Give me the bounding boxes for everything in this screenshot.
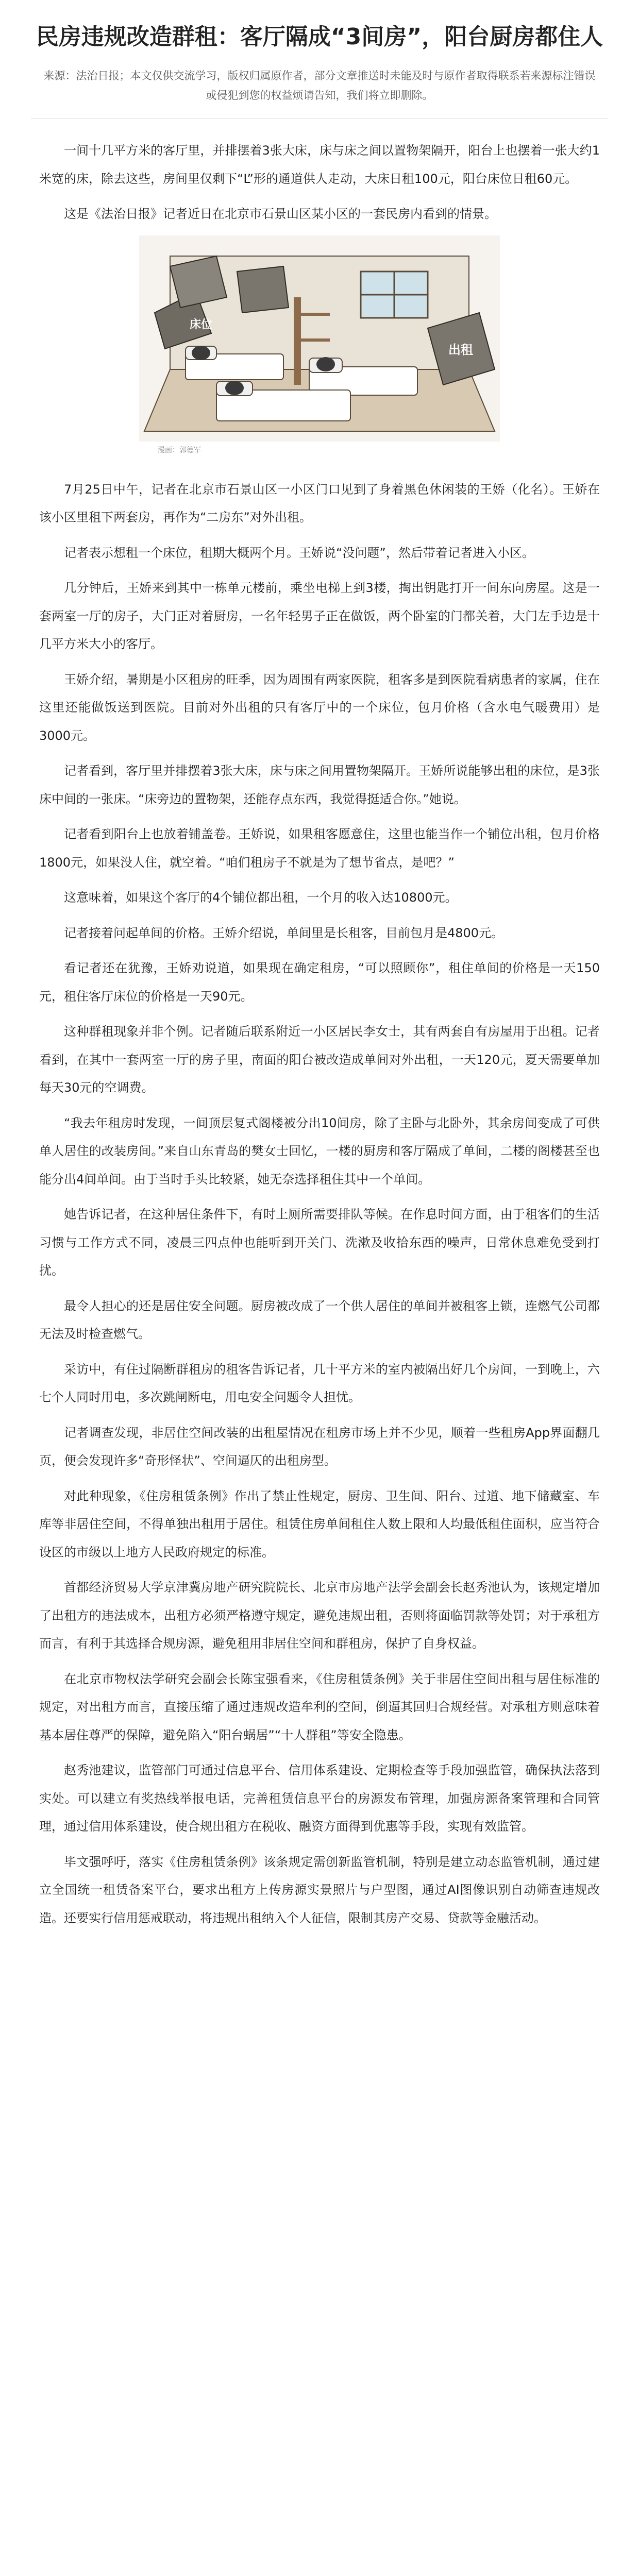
paragraph-11: 看记者还在犹豫，王娇劝说道，如果现在确定租房，“可以照顾你”，租住单间的价格是一天150元，租住客厅床位的价格是一天90元。 — [39, 961, 600, 1004]
cartoon-label-rent: 出租 — [448, 342, 473, 357]
paragraph-22: 毕文强呼吁，落实《住房租赁条例》该条规定需创新监管机制，特别是建立动态监管机制，通过建立全国统一租赁备案平台，要求出租方上传房源实景照片与户型图，通过AI图像识别自动筛查违规改造。还要实行信用惩戒联动，将违规出租纳入个人征信，限制其房产交易、贷款等金融活动。 — [39, 1854, 600, 1925]
paragraph-8: 记者看到阳台上也放着铺盖卷。王娇说，如果租客愿意住，这里也能当作一个铺位出租，包月价格1800元，如果没人住，就空着。“咱们租房子不就是为了想节省点，是吧？” — [39, 827, 600, 870]
figure-caption: 漫画：郭德军 — [158, 446, 201, 454]
paragraph-2: 这是《法治日报》记者近日在北京市石景山区某小区的一套民房内看到的情景。 — [64, 207, 497, 221]
article-title: 民房违规改造群租：客厅隔成“3间房”，阳台厨房都住人 — [36, 24, 603, 50]
paragraph-3: 7月25日中午，记者在北京市石景山区一小区门口见到了身着黑色休闲装的王娇（化名）。王娇在该小区里租下两套房，再作为“二房东”对外出租。 — [39, 482, 600, 524]
paragraph-14: 她告诉记者，在这种居住条件下，有时上厕所需要排队等候。在作息时间方面，由于租客们的生活习惯与工作方式不同，凌晨三四点仲也能听到开关门、洗漱及收拾东西的噪声，日常休息难免受到打扰。 — [39, 1207, 600, 1278]
paragraph-18: 对此种现象，《住房租赁条例》作出了禁止性规定，厨房、卫生间、阳台、过道、地下储藏室、车库等非居住空间，不得单独出租用于居住。租赁住房单间租住人数上限和人均最低租住面积，应当符合设区的市级以上地方人民政府规定的标准。 — [39, 1488, 600, 1560]
paragraph-5: 几分钟后，王娇来到其中一栋单元楼前，乘坐电梯上到3楼，掏出钥匙打开一间东向房屋。这是一套两室一厅的房子，大门正对着厨房，一名年轻男子正在做饭，两个卧室的门都关着，大门左手边是十几平方米大小的客厅。 — [39, 581, 600, 651]
paragraph-19: 首都经济贸易大学京津冀房地产研究院院长、北京市房地产法学会副会长赵秀池认为，该规定增加了出租方的违法成本，出租方必须严格遵守规定，避免违规出租，否则将面临罚款等处罚；对于承租方而言，有利于其选择合规房源，避免租用非居住空间和群租房，保护了自身权益。 — [39, 1580, 600, 1651]
paragraph-17: 记者调查发现，非居住空间改装的出租屋情况在租房市场上并不少见，顺着一些租房App界面翻几页，便会发现许多“奇形怪状”、空间逼仄的出租房型。 — [39, 1425, 600, 1468]
paragraph-20: 在北京市物权法学研究会副会长陈宝强看来，《住房租赁条例》关于非居住空间出租与居住标准的规定，对出租方而言，直接压缩了通过违规改造牟利的空间，倒逼其回归合规经营。对承租方则意味着基本居住尊严的保障，避免陷入“阳台蜗居”“十人群租”等安全隐患。 — [39, 1671, 600, 1742]
paragraph-10: 记者接着问起单间的价格。王娇介绍说，单间里是长租客，目前包月是4800元。 — [64, 925, 504, 940]
paragraph-9: 这意味着，如果这个客厅的4个铺位都出租，一个月的收入达10800元。 — [64, 890, 458, 905]
paragraph-21: 赵秀池建议，监管部门可通过信息平台、信用体系建设、定期检查等手段加强监管，确保执法落到实处。可以建立有奖热线举报电话，完善租赁信息平台的房源发布管理，加强房源备案管理和合同管理，通过信用体系建设，使合规出租方在税收、融资方面得到优惠等手段，实现有效监管。 — [39, 1763, 600, 1834]
paragraph-7: 记者看到，客厅里并排摆着3张大床，床与床之间用置物架隔开。王娇所说能够出租的床位，是3张床中间的一张床。“床旁边的置物架，还能存点东西，我觉得挺适合你。”她说。 — [39, 764, 600, 806]
paragraph-4: 记者表示想租一个床位，租期大概两个月。王娇说“没问题”，然后带着记者进入小区。 — [64, 545, 534, 560]
divider — [31, 118, 608, 119]
cartoon-illustration — [139, 235, 500, 442]
paragraph-1: 一间十几平方米的客厅里，并排摆着3张大床，床与床之间以置物架隔开，阳台上也摆着一张大约1米宽的床，除去这些，房间里仅剩下“L”形的通道供人走动，大床日租100元，阳台床位日租60元。 — [39, 143, 600, 186]
source-note: 来源：法治日报；本文仅供交流学习，版权归属原作者，部分文章推送时未能及时与原作者取得联系若来源标注错误或侵犯到您的权益烦请告知，我们将立即删除。 — [43, 70, 596, 101]
cartoon-label-bed: 床位 — [190, 318, 213, 331]
paragraph-12: 这种群租现象并非个例。记者随后联系附近一小区居民李女士，其有两套自有房屋用于出租。记者看到，在其中一套两室一厅的房子里，南面的阳台被改造成单间对外出租，一天120元，夏天需要单加每天30元的空调费。 — [39, 1024, 600, 1095]
paragraph-6: 王娇介绍，暑期是小区租房的旺季，因为周围有两家医院，租客多是到医院看病患者的家属，住在这里还能做饭送到医院。目前对外出租的只有客厅中的一个床位，包月价格（含水电气暖费用）是3000元。 — [39, 672, 600, 743]
paragraph-13: “我去年租房时发现，一间顶层复式阁楼被分出10间房，除了主卧与北卧外，其余房间变成了可供单人居住的改装房间。”来自山东青岛的樊女士回忆，一楼的厨房和客厅隔成了单间，二楼的阁楼甚至也能分出4间单间。由于当时手头比较紧，她无奈选择租住其中一个单间。 — [39, 1115, 600, 1187]
paragraph-15: 最令人担心的还是居住安全问题。厨房被改成了一个供人居住的单间并被租客上锁，连燃气公司都无法及时检查燃气。 — [39, 1298, 600, 1341]
paragraph-16: 采访中，有住过隔断群租房的租客告诉记者，几十平方米的室内被隔出好几个房间，一到晚上，六七个人同时用电，多次跳闸断电，用电安全问题令人担忧。 — [39, 1362, 600, 1404]
article-body — [0, 137, 639, 1932]
cartoon-figure — [139, 235, 500, 455]
